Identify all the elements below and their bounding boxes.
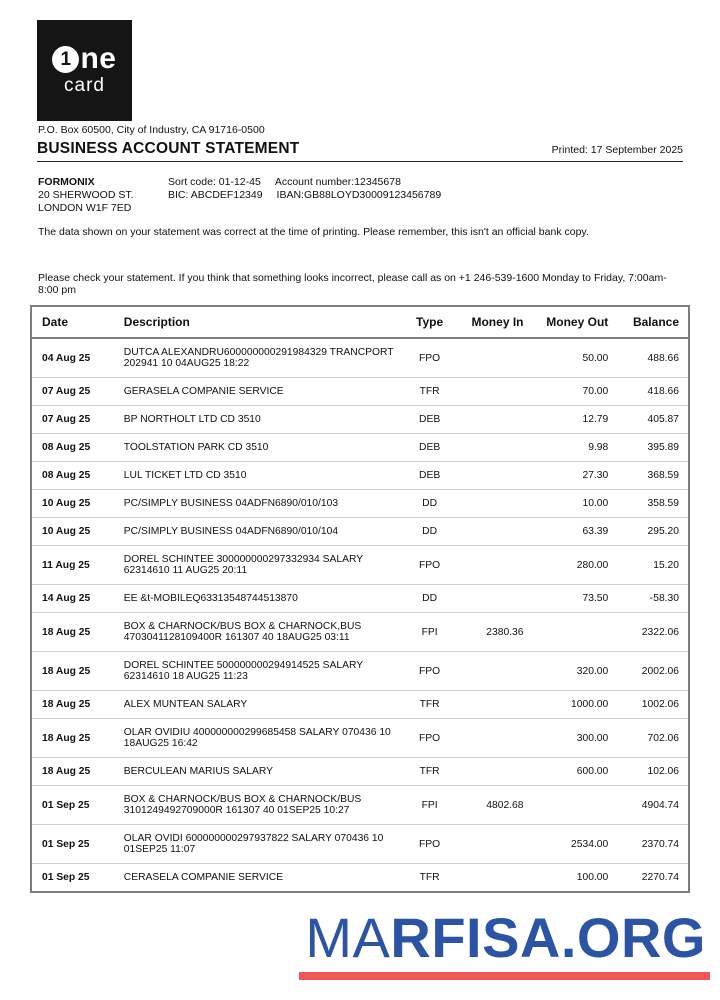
cell-type: FPO <box>400 546 459 585</box>
cell-balance: 1002.06 <box>612 691 689 719</box>
cell-date: 10 Aug 25 <box>31 490 120 518</box>
cell-money_in <box>459 378 528 406</box>
table-row <box>31 378 689 406</box>
table-row <box>31 490 689 518</box>
cell-description: OLAR OVIDI 600000000297937822 SALARY 070436 10 01SEP25 11:07 <box>120 825 401 864</box>
sort-code: Sort code: 01-12-45 <box>168 176 261 188</box>
cell-balance: 2002.06 <box>612 652 689 691</box>
cell-type: FPI <box>400 613 459 652</box>
logo-circle-one-icon <box>52 46 79 73</box>
watermark-bold-part: RFISA.ORG <box>390 906 706 969</box>
cell-type: DEB <box>400 434 459 462</box>
table-row <box>31 691 689 719</box>
cell-money_out <box>528 613 613 652</box>
cell-date: 07 Aug 25 <box>31 378 120 406</box>
bic: BIC: ABCDEF12349 <box>168 188 263 201</box>
cell-date: 18 Aug 25 <box>31 691 120 719</box>
cell-balance: 488.66 <box>647 352 679 364</box>
cell-date: 18 Aug 25 <box>31 719 120 758</box>
account-holder <box>38 176 168 214</box>
cell-balance: 295.20 <box>612 518 689 546</box>
table-row <box>31 613 689 652</box>
cell-money_in <box>459 546 528 585</box>
iban: IBAN:GB88LOYD30009123456789 <box>276 188 442 201</box>
cell-money_out: 9.98 <box>528 434 613 462</box>
cell-money_in <box>459 434 528 462</box>
cell-type: DEB <box>400 406 459 434</box>
table-row <box>31 652 689 691</box>
disclaimer-notice: The data shown on your statement was correct at the time of printing. Please remember, this isn't an official bank copy. <box>38 226 589 238</box>
cell-money_in <box>459 825 528 864</box>
title-row <box>37 140 683 162</box>
cell-balance: -58.30 <box>612 585 689 613</box>
cell-money_out: 280.00 <box>528 546 613 585</box>
cell-balance: 405.87 <box>612 406 689 434</box>
cell-type: FPO <box>400 719 459 758</box>
cell-date: 18 Aug 25 <box>31 652 120 691</box>
cell-date: 08 Aug 25 <box>31 434 120 462</box>
table-head <box>31 306 689 338</box>
table-row <box>31 518 689 546</box>
onecard-logo <box>37 20 132 121</box>
table-row <box>31 406 689 434</box>
cell-balance: 2322.06 <box>612 613 689 652</box>
column-header-money_in: Money In <box>459 306 528 338</box>
logo-word-card: card <box>64 75 105 96</box>
cell-money_out: 100.00 <box>528 864 613 893</box>
cell-balance: 702.06 <box>612 719 689 758</box>
cell-date: 01 Sep 25 <box>31 786 120 825</box>
cell-money_out: 12.79 <box>528 406 613 434</box>
cell-money_in <box>459 719 528 758</box>
cell-money_in <box>459 691 528 719</box>
cell-balance: 418.66 <box>612 378 689 406</box>
cell-date: 14 Aug 25 <box>31 585 120 613</box>
cell-description: BERCULEAN MARIUS SALARY <box>120 758 401 786</box>
cell-money_out: 73.50 <box>528 585 613 613</box>
cell-money_in: 4802.68 <box>459 786 528 825</box>
cell-balance: 102.06 <box>612 758 689 786</box>
cell-money_in <box>459 338 528 378</box>
cell-type: DD <box>400 518 459 546</box>
cell-description: LUL TICKET LTD CD 3510 <box>120 462 401 490</box>
cell-balance: 395.89 <box>612 434 689 462</box>
cell-money_in <box>459 652 528 691</box>
transactions-body <box>31 338 689 892</box>
cell-type: DEB <box>400 462 459 490</box>
cell-money_out: 10.00 <box>528 490 613 518</box>
cell-money_in <box>459 490 528 518</box>
account-holder-name: FORMONIX <box>38 176 95 188</box>
printed-date: Printed: 17 September 2025 <box>551 144 683 156</box>
cell-balance: 4904.74 <box>612 786 689 825</box>
table-row <box>31 585 689 613</box>
marfisa-watermark <box>299 906 710 980</box>
cell-date: 04 Aug 25 <box>42 352 91 364</box>
cell-money_in <box>459 758 528 786</box>
cell-money_out: 27.30 <box>528 462 613 490</box>
cell-money_out: 70.00 <box>528 378 613 406</box>
bank-address: P.O. Box 60500, City of Industry, CA 91716-0500 <box>38 124 265 136</box>
cell-money_out <box>528 786 613 825</box>
account-holder-address2: LONDON W1F 7ED <box>38 201 132 214</box>
column-header-money_out: Money Out <box>528 306 613 338</box>
cell-money_out: 300.00 <box>528 719 613 758</box>
account-block <box>38 176 683 214</box>
cell-balance: 2270.74 <box>612 864 689 893</box>
cell-description: BOX & CHARNOCK/BUS BOX & CHARNOCK/BUS 3101249492709000R 161307 40 01SEP25 10:27 <box>120 786 401 825</box>
cell-type: TFR <box>400 864 459 893</box>
cell-type: TFR <box>400 378 459 406</box>
cell-type: FPO <box>400 825 459 864</box>
cell-description: TOOLSTATION PARK CD 3510 <box>120 434 401 462</box>
cell-description: DUTCA ALEXANDRU600000000291984329 TRANCPORT 202941 10 04AUG25 18:22 <box>123 347 394 369</box>
table-row <box>31 786 689 825</box>
table-row <box>31 719 689 758</box>
cell-description: ALEX MUNTEAN SALARY <box>120 691 401 719</box>
watermark-light-part: MA <box>305 906 391 969</box>
cell-description: BOX & CHARNOCK/BUS BOX & CHARNOCK,BUS 4703041128109400R 161307 40 18AUG25 03:11 <box>120 613 401 652</box>
check-statement-notice: Please check your statement. If you think that something looks incorrect, please call as on +1 246-539-1600 Monday to Friday, 7:00am-8:00 pm <box>38 272 667 296</box>
table-row <box>31 546 689 585</box>
logo-one-rest: ne <box>80 42 117 75</box>
table-row <box>31 825 689 864</box>
cell-money_in: 2380.36 <box>459 613 528 652</box>
table-row <box>31 338 689 378</box>
cell-balance: 368.59 <box>612 462 689 490</box>
cell-type: FPI <box>400 786 459 825</box>
cell-description: PC/SIMPLY BUSINESS 04ADFN6890/010/104 <box>120 518 401 546</box>
column-header-balance: Balance <box>612 306 689 338</box>
cell-date: 11 Aug 25 <box>31 546 120 585</box>
table-row <box>31 462 689 490</box>
cell-money_in <box>459 864 528 893</box>
cell-money_out: 600.00 <box>528 758 613 786</box>
transactions-section <box>30 305 690 893</box>
cell-date: 10 Aug 25 <box>31 518 120 546</box>
cell-type: TFR <box>400 691 459 719</box>
cell-money_out: 63.39 <box>528 518 613 546</box>
cell-date: 08 Aug 25 <box>31 462 120 490</box>
cell-date: 07 Aug 25 <box>31 406 120 434</box>
cell-date: 18 Aug 25 <box>31 613 120 652</box>
cell-description: EE &t-MOBILEQ63313548744513870 <box>120 585 401 613</box>
cell-date: 18 Aug 25 <box>31 758 120 786</box>
cell-description: DOREL SCHINTEE 300000000297332934 SALARY 62314610 11 AUG25 20:11 <box>120 546 401 585</box>
cell-date: 01 Sep 25 <box>31 825 120 864</box>
column-header-type: Type <box>400 306 459 338</box>
cell-description: OLAR OVIDIU 400000000299685458 SALARY 070436 10 18AUG25 16:42 <box>120 719 401 758</box>
cell-description: DOREL SCHINTEE 500000000294914525 SALARY 62314610 18 AUG25 11:23 <box>120 652 401 691</box>
cell-date: 01 Sep 25 <box>31 864 120 893</box>
cell-money_in <box>459 406 528 434</box>
cell-money_out: 50.00 <box>582 352 609 364</box>
transactions-table <box>30 305 690 893</box>
cell-type: FPO <box>400 652 459 691</box>
cell-type: FPO <box>419 352 441 364</box>
cell-balance: 15.20 <box>612 546 689 585</box>
cell-money_in <box>459 518 528 546</box>
column-header-description: Description <box>120 306 401 338</box>
logo-word-one <box>52 44 116 74</box>
cell-description: GERASELA COMPANIE SERVICE <box>120 378 401 406</box>
cell-type: DD <box>400 585 459 613</box>
table-row <box>31 434 689 462</box>
account-details <box>168 176 441 214</box>
cell-type: DD <box>400 490 459 518</box>
table-header-row <box>31 306 689 338</box>
table-row <box>31 758 689 786</box>
column-header-date: Date <box>31 306 120 338</box>
account-details-line2 <box>168 189 441 202</box>
cell-description: PC/SIMPLY BUSINESS 04ADFN6890/010/103 <box>120 490 401 518</box>
account-number: Account number:12345678 <box>274 176 401 188</box>
account-holder-address1: 20 SHERWOOD ST. <box>38 188 134 201</box>
cell-balance: 2370.74 <box>612 825 689 864</box>
cell-money_in <box>459 585 528 613</box>
cell-money_out: 2534.00 <box>528 825 613 864</box>
cell-type: TFR <box>400 758 459 786</box>
cell-description: BP NORTHOLT LTD CD 3510 <box>120 406 401 434</box>
logo-digit: 1 <box>60 48 72 70</box>
cell-balance: 358.59 <box>612 490 689 518</box>
page-title: BUSINESS ACCOUNT STATEMENT <box>37 140 300 157</box>
table-row <box>31 864 689 893</box>
cell-money_out: 320.00 <box>528 652 613 691</box>
cell-money_in <box>459 462 528 490</box>
cell-money_out: 1000.00 <box>528 691 613 719</box>
account-details-line1 <box>168 176 441 189</box>
cell-description: CERASELA COMPANIE SERVICE <box>120 864 401 893</box>
